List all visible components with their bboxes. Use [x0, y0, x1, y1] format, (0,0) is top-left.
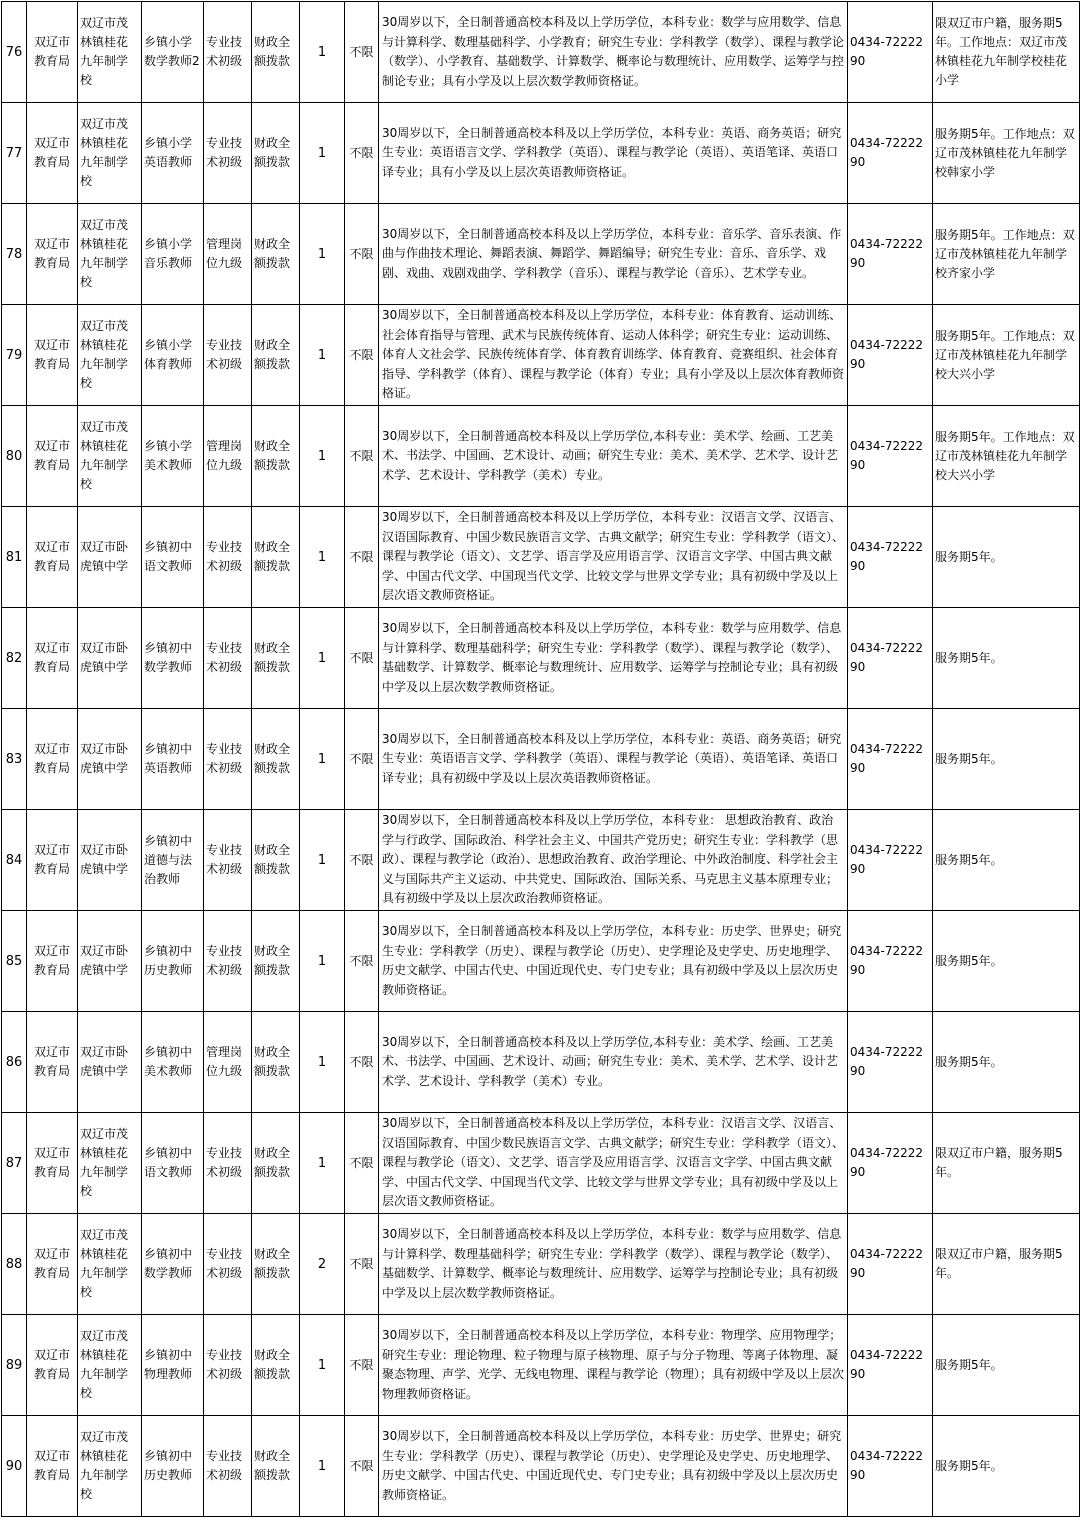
cell-post-name: 乡镇初中语文教师: [142, 507, 204, 608]
cell-phone: 0434-7222290: [848, 1416, 933, 1517]
table-row: [2, 2, 1080, 103]
cell-requirements: 30周岁以下，全日制普通高校本科及以上学历学位，本科专业：物理学、应用物理学；研究生专业：理论物理、粒子物理与原子核物理、原子与分子物理、等离子体物理、凝聚态物理、声学、光学、无线电物理、课程与教学论（物理）；具有初级中学及以上层次物理教师资格证。: [379, 1315, 848, 1416]
table-row: [2, 1113, 1080, 1214]
cell-post-type: 管理岗位九级: [204, 1012, 252, 1113]
cell-headcount: 1: [300, 1416, 345, 1517]
cell-note: 服务期5年。: [933, 507, 1080, 608]
cell-post-type: 专业技术初级: [204, 1416, 252, 1517]
cell-note: 服务期5年。工作地点：双辽市茂林镇桂花九年制学校大兴小学: [933, 406, 1080, 507]
cell-employer: 双辽市茂林镇桂花九年制学校: [78, 1315, 142, 1416]
cell-phone: 0434-7222290: [848, 810, 933, 911]
cell-funding: 财政全额拨款: [252, 204, 300, 305]
table-row: [2, 1012, 1080, 1113]
cell-funding: 财政全额拨款: [252, 1315, 300, 1416]
cell-number: 87: [2, 1113, 27, 1214]
cell-phone: 0434-7222290: [848, 1012, 933, 1113]
cell-restriction: 不限: [345, 1214, 379, 1315]
cell-post-name: 乡镇初中道德与法治教师: [142, 810, 204, 911]
table-row: [2, 1315, 1080, 1416]
cell-restriction: 不限: [345, 103, 379, 204]
cell-number: 82: [2, 608, 27, 709]
table-row: [2, 1416, 1080, 1517]
cell-number: 88: [2, 1214, 27, 1315]
cell-headcount: 1: [300, 1113, 345, 1214]
cell-number: 85: [2, 911, 27, 1012]
cell-restriction: 不限: [345, 1012, 379, 1113]
cell-phone: 0434-7222290: [848, 2, 933, 103]
cell-restriction: 不限: [345, 507, 379, 608]
cell-restriction: 不限: [345, 1416, 379, 1517]
cell-headcount: 1: [300, 507, 345, 608]
cell-funding: 财政全额拨款: [252, 103, 300, 204]
cell-headcount: 1: [300, 709, 345, 810]
cell-employer: 双辽市茂林镇桂花九年制学校: [78, 204, 142, 305]
cell-employer: 双辽市茂林镇桂花九年制学校: [78, 2, 142, 103]
cell-headcount: 1: [300, 305, 345, 406]
cell-requirements: 30周岁以下，全日制普通高校本科及以上学历学位，本科专业：数学与应用数学、信息与计算科学、数理基础科学、小学教育；研究生专业：学科教学（数学）、课程与教学论（数学）、小学教育、基础数学、计算数学、概率论与数理统计、应用数学、运筹学与控制论专业；具有小学及以上层次数学教师资格证。: [379, 2, 848, 103]
cell-number: 76: [2, 2, 27, 103]
cell-requirements: 30周岁以下，全日制普通高校本科及以上学历学位，本科专业：历史学、世界史；研究生专业：学科教学（历史）、课程与教学论（历史）、史学理论及史学史、历史地理学、历史文献学、中国古代史、中国近现代史、专门史专业；具有初级中学及以上层次历史教师资格证。: [379, 911, 848, 1012]
cell-note: 服务期5年。: [933, 608, 1080, 709]
cell-post-name: 乡镇初中数学教师: [142, 608, 204, 709]
cell-employer: 双辽市卧虎镇中学: [78, 1012, 142, 1113]
table-row: [2, 1214, 1080, 1315]
cell-employer: 双辽市茂林镇桂花九年制学校: [78, 1416, 142, 1517]
cell-post-type: 专业技术初级: [204, 1315, 252, 1416]
cell-employer: 双辽市茂林镇桂花九年制学校: [78, 1214, 142, 1315]
cell-restriction: 不限: [345, 1315, 379, 1416]
cell-department: 双辽市教育局: [27, 1012, 78, 1113]
table-row: [2, 911, 1080, 1012]
cell-post-name: 乡镇初中历史教师: [142, 1416, 204, 1517]
cell-department: 双辽市教育局: [27, 305, 78, 406]
cell-headcount: 1: [300, 1012, 345, 1113]
cell-number: 90: [2, 1416, 27, 1517]
cell-headcount: 2: [300, 1214, 345, 1315]
cell-post-type: 专业技术初级: [204, 810, 252, 911]
cell-employer: 双辽市卧虎镇中学: [78, 507, 142, 608]
cell-post-type: 专业技术初级: [204, 911, 252, 1012]
cell-post-type: 专业技术初级: [204, 608, 252, 709]
recruitment-table: [1, 1, 1080, 1517]
cell-requirements: 30周岁以下，全日制普通高校本科及以上学历学位，本科专业：汉语言文学、汉语言、汉语国际教育、中国少数民族语言文学、古典文献学；研究生专业：学科教学（语文）、课程与教学论（语文）、文艺学、语言学及应用语言学、汉语言文字学、中国古典文献学、中国古代文学、中国现当代文学、比较文学与世界文学专业；具有初级中学及以上层次语文教师资格证。: [379, 507, 848, 608]
cell-funding: 财政全额拨款: [252, 406, 300, 507]
table-row: [2, 406, 1080, 507]
table-row: [2, 507, 1080, 608]
cell-funding: 财政全额拨款: [252, 1012, 300, 1113]
cell-department: 双辽市教育局: [27, 608, 78, 709]
table-row: [2, 305, 1080, 406]
cell-funding: 财政全额拨款: [252, 911, 300, 1012]
cell-employer: 双辽市卧虎镇中学: [78, 911, 142, 1012]
cell-restriction: 不限: [345, 608, 379, 709]
cell-restriction: 不限: [345, 2, 379, 103]
cell-headcount: 1: [300, 1315, 345, 1416]
table-row: [2, 204, 1080, 305]
cell-department: 双辽市教育局: [27, 709, 78, 810]
cell-note: 限双辽市户籍，服务期5年。: [933, 1113, 1080, 1214]
cell-note: 限双辽市户籍，服务期5年。: [933, 1214, 1080, 1315]
table-row: [2, 810, 1080, 911]
cell-post-type: 管理岗位九级: [204, 204, 252, 305]
cell-note: 限双辽市户籍，服务期5年。工作地点：双辽市茂林镇桂花九年制学校桂花小学: [933, 2, 1080, 103]
cell-department: 双辽市教育局: [27, 810, 78, 911]
cell-requirements: 30周岁以下，全日制普通高校本科及以上学历学位,本科专业：美术学、绘画、工艺美术、书法学、中国画、艺术设计、动画；研究生专业：美术、美术学、艺术学、设计艺术学、艺术设计、学科教学（美术）专业。: [379, 406, 848, 507]
cell-phone: 0434-7222290: [848, 204, 933, 305]
cell-department: 双辽市教育局: [27, 911, 78, 1012]
cell-headcount: 1: [300, 810, 345, 911]
cell-employer: 双辽市茂林镇桂花九年制学校: [78, 406, 142, 507]
cell-number: 86: [2, 1012, 27, 1113]
cell-requirements: 30周岁以下，全日制普通高校本科及以上学历学位，本科专业：体育教育、运动训练、社会体育指导与管理、武术与民族传统体育、运动人体科学；研究生专业：运动训练、体育人文社会学、民族传统体育学、体育教育训练学、体育教育、竞赛组织、社会体育指导、学科教学（体育）、课程与教学论（体育）专业；具有小学及以上层次体育教师资格证。: [379, 305, 848, 406]
cell-headcount: 1: [300, 911, 345, 1012]
cell-department: 双辽市教育局: [27, 1113, 78, 1214]
cell-post-name: 乡镇初中历史教师: [142, 911, 204, 1012]
cell-phone: 0434-7222290: [848, 103, 933, 204]
cell-department: 双辽市教育局: [27, 406, 78, 507]
cell-phone: 0434-7222290: [848, 911, 933, 1012]
cell-requirements: 30周岁以下，全日制普通高校本科及以上学历学位，本科专业：汉语言文学、汉语言、汉语国际教育、中国少数民族语言文学、古典文献学；研究生专业：学科教学（语文）、课程与教学论（语文）、文艺学、语言学及应用语言学、汉语言文字学、中国古典文献学、中国古代文学、中国现当代文学、比较文学与世界文学专业；具有初级中学及以上层次语文教师资格证。: [379, 1113, 848, 1214]
cell-note: 服务期5年。: [933, 709, 1080, 810]
cell-employer: 双辽市茂林镇桂花九年制学校: [78, 1113, 142, 1214]
cell-post-type: 专业技术初级: [204, 305, 252, 406]
table-row: [2, 103, 1080, 204]
cell-post-type: 专业技术初级: [204, 103, 252, 204]
cell-post-name: 乡镇初中语文教师: [142, 1113, 204, 1214]
cell-requirements: 30周岁以下，全日制普通高校本科及以上学历学位，本科专业：数学与应用数学、信息与计算科学、数理基础科学；研究生专业：学科教学（数学）、课程与教学论（数学）、基础数学、计算数学、概率论与数理统计、应用数学、运筹学与控制论专业；具有初级中学及以上层次数学教师资格证。: [379, 1214, 848, 1315]
cell-note: 服务期5年。工作地点：双辽市茂林镇桂花九年制学校大兴小学: [933, 305, 1080, 406]
cell-post-type: 专业技术初级: [204, 507, 252, 608]
cell-restriction: 不限: [345, 810, 379, 911]
cell-funding: 财政全额拨款: [252, 305, 300, 406]
cell-department: 双辽市教育局: [27, 1214, 78, 1315]
cell-restriction: 不限: [345, 709, 379, 810]
cell-post-type: 专业技术初级: [204, 709, 252, 810]
cell-requirements: 30周岁以下，全日制普通高校本科及以上学历学位，本科专业：英语、商务英语；研究生专业：英语语言文学、学科教学（英语）、课程与教学论（英语）、英语笔译、英语口译专业；具有小学及以上层次英语教师资格证。: [379, 103, 848, 204]
cell-headcount: 1: [300, 204, 345, 305]
cell-note: 服务期5年。: [933, 1315, 1080, 1416]
cell-funding: 财政全额拨款: [252, 1416, 300, 1517]
cell-requirements: 30周岁以下，全日制普通高校本科及以上学历学位，本科专业：数学与应用数学、信息与计算科学、数理基础科学；研究生专业：学科教学（数学）、课程与教学论（数学）、基础数学、计算数学、概率论与数理统计、应用数学、运筹学与控制论专业；具有初级中学及以上层次数学教师资格证。: [379, 608, 848, 709]
cell-number: 78: [2, 204, 27, 305]
cell-funding: 财政全额拨款: [252, 709, 300, 810]
cell-headcount: 1: [300, 103, 345, 204]
cell-funding: 财政全额拨款: [252, 507, 300, 608]
cell-department: 双辽市教育局: [27, 103, 78, 204]
cell-funding: 财政全额拨款: [252, 2, 300, 103]
cell-restriction: 不限: [345, 204, 379, 305]
cell-note: 服务期5年。工作地点：双辽市茂林镇桂花九年制学校齐家小学: [933, 204, 1080, 305]
cell-phone: 0434-7222290: [848, 709, 933, 810]
cell-requirements: 30周岁以下，全日制普通高校本科及以上学历学位，本科专业：音乐学、音乐表演、作曲与作曲技术理论、舞蹈表演、舞蹈学、舞蹈编导；研究生专业：音乐、音乐学、戏剧、戏曲、戏剧戏曲学、学科教学（音乐）、课程与教学论（音乐）、艺术学专业。: [379, 204, 848, 305]
cell-funding: 财政全额拨款: [252, 1113, 300, 1214]
cell-department: 双辽市教育局: [27, 204, 78, 305]
cell-restriction: 不限: [345, 1113, 379, 1214]
cell-post-type: 专业技术初级: [204, 1214, 252, 1315]
cell-post-name: 乡镇小学体育教师: [142, 305, 204, 406]
cell-number: 84: [2, 810, 27, 911]
cell-employer: 双辽市卧虎镇中学: [78, 608, 142, 709]
cell-note: 服务期5年。工作地点：双辽市茂林镇桂花九年制学校韩家小学: [933, 103, 1080, 204]
cell-restriction: 不限: [345, 406, 379, 507]
cell-employer: 双辽市茂林镇桂花九年制学校: [78, 103, 142, 204]
cell-post-name: 乡镇初中美术教师: [142, 1012, 204, 1113]
cell-phone: 0434-7222290: [848, 507, 933, 608]
cell-post-type: 专业技术初级: [204, 2, 252, 103]
cell-department: 双辽市教育局: [27, 1315, 78, 1416]
cell-number: 80: [2, 406, 27, 507]
cell-post-name: 乡镇小学美术教师: [142, 406, 204, 507]
cell-department: 双辽市教育局: [27, 1416, 78, 1517]
cell-number: 89: [2, 1315, 27, 1416]
cell-post-name: 乡镇小学音乐教师: [142, 204, 204, 305]
cell-employer: 双辽市卧虎镇中学: [78, 810, 142, 911]
cell-post-name: 乡镇初中数学教师: [142, 1214, 204, 1315]
cell-phone: 0434-7222290: [848, 1315, 933, 1416]
cell-note: 服务期5年。: [933, 1012, 1080, 1113]
cell-requirements: 30周岁以下，全日制普通高校本科及以上学历学位，本科专业： 思想政治教育、政治学与行政学、国际政治、科学社会主义、中国共产党历史；研究生专业：学科教学（思政）、课程与教学论（政治）、思想政治教育、政治学理论、中外政治制度、科学社会主义与国际共产主义运动、中共党史、国际政治、国际关系、马克思主义基本原理专业；具有初级中学及以上层次政治教师资格证。: [379, 810, 848, 911]
cell-number: 77: [2, 103, 27, 204]
table-row: [2, 608, 1080, 709]
table-row: [2, 709, 1080, 810]
cell-funding: 财政全额拨款: [252, 810, 300, 911]
cell-requirements: 30周岁以下，全日制普通高校本科及以上学历学位，本科专业：历史学、世界史；研究生专业：学科教学（历史）、课程与教学论（历史）、史学理论及史学史、历史地理学、历史文献学、中国古代史、中国近现代史、专门史专业；具有初级中学及以上层次历史教师资格证。: [379, 1416, 848, 1517]
cell-number: 81: [2, 507, 27, 608]
cell-funding: 财政全额拨款: [252, 1214, 300, 1315]
cell-post-name: 乡镇小学数学教师2: [142, 2, 204, 103]
cell-note: 服务期5年。: [933, 1416, 1080, 1517]
cell-headcount: 1: [300, 608, 345, 709]
cell-department: 双辽市教育局: [27, 2, 78, 103]
cell-phone: 0434-7222290: [848, 1214, 933, 1315]
cell-employer: 双辽市茂林镇桂花九年制学校: [78, 305, 142, 406]
cell-requirements: 30周岁以下，全日制普通高校本科及以上学历学位,本科专业：美术学、绘画、工艺美术、书法学、中国画、艺术设计、动画；研究生专业：美术、美术学、艺术学、设计艺术学、艺术设计、学科教学（美术）专业。: [379, 1012, 848, 1113]
cell-headcount: 1: [300, 406, 345, 507]
cell-post-name: 乡镇初中物理教师: [142, 1315, 204, 1416]
cell-number: 79: [2, 305, 27, 406]
cell-funding: 财政全额拨款: [252, 608, 300, 709]
cell-post-name: 乡镇小学英语教师: [142, 103, 204, 204]
cell-requirements: 30周岁以下，全日制普通高校本科及以上学历学位，本科专业：英语、商务英语；研究生专业：英语语言文学、学科教学（英语）、课程与教学论（英语）、英语笔译、英语口译专业；具有初级中学及以上层次英语教师资格证。: [379, 709, 848, 810]
cell-restriction: 不限: [345, 305, 379, 406]
cell-restriction: 不限: [345, 911, 379, 1012]
cell-department: 双辽市教育局: [27, 507, 78, 608]
cell-post-name: 乡镇初中英语教师: [142, 709, 204, 810]
cell-note: 服务期5年。: [933, 911, 1080, 1012]
cell-employer: 双辽市卧虎镇中学: [78, 709, 142, 810]
cell-phone: 0434-7222290: [848, 406, 933, 507]
cell-post-type: 专业技术初级: [204, 1113, 252, 1214]
cell-note: 服务期5年。: [933, 810, 1080, 911]
cell-number: 83: [2, 709, 27, 810]
cell-post-type: 管理岗位九级: [204, 406, 252, 507]
table-body: [2, 2, 1080, 1517]
cell-phone: 0434-7222290: [848, 1113, 933, 1214]
cell-phone: 0434-7222290: [848, 608, 933, 709]
cell-phone: 0434-7222290: [848, 305, 933, 406]
cell-headcount: 1: [300, 2, 345, 103]
